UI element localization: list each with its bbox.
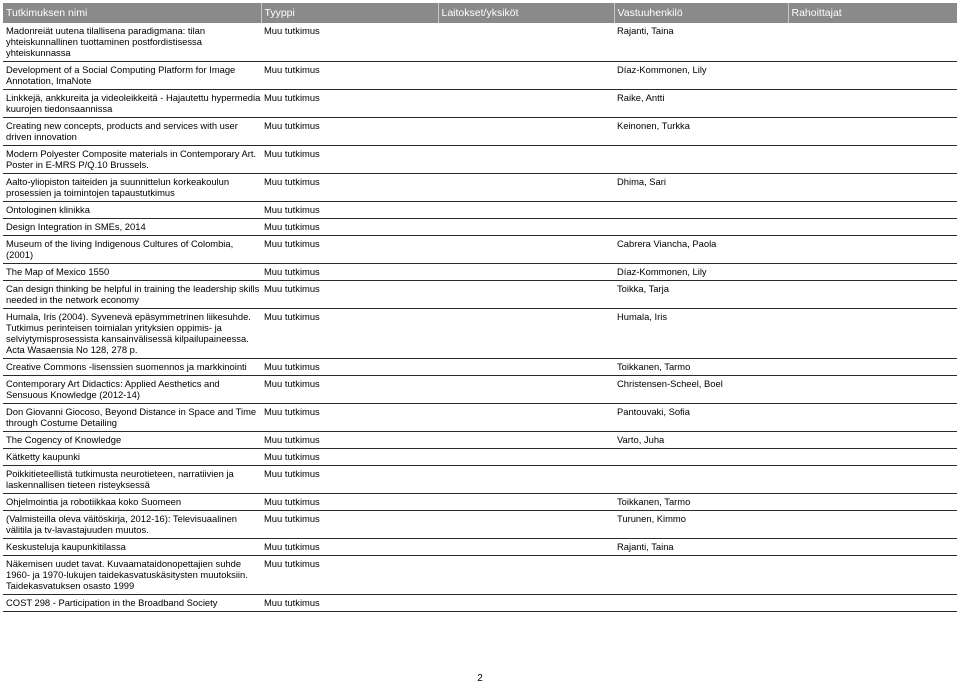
cell-funders <box>788 174 957 202</box>
cell-type: Muu tutkimus <box>261 359 438 376</box>
cell-units <box>438 236 614 264</box>
cell-responsible-person <box>614 449 788 466</box>
cell-funders <box>788 404 957 432</box>
cell-research-name <box>3 309 261 359</box>
cell-funders <box>788 236 957 264</box>
cell-funders <box>788 62 957 90</box>
table-row <box>3 146 957 174</box>
cell-funders <box>788 494 957 511</box>
research-name-line: prosessien ja toimintojen tapaustutkimus <box>6 187 175 198</box>
research-name-line: yhteiskunnassa <box>6 47 71 58</box>
cell-research-name <box>3 376 261 404</box>
cell-funders <box>788 202 957 219</box>
table-row <box>3 449 957 466</box>
cell-responsible-person <box>614 556 788 595</box>
cell-type: Muu tutkimus <box>261 23 438 62</box>
research-name-line: The Map of Mexico 1550 <box>6 266 110 277</box>
research-name-line: Acta Wasaensia No 128, 278 p. <box>6 344 138 355</box>
cell-type: Muu tutkimus <box>261 511 438 539</box>
cell-funders <box>788 309 957 359</box>
cell-research-name <box>3 236 261 264</box>
cell-research-name <box>3 62 261 90</box>
cell-funders <box>788 466 957 494</box>
cell-responsible-person: Díaz-Kommonen, Lily <box>614 264 788 281</box>
table-row <box>3 62 957 90</box>
cell-responsible-person: Toikkanen, Tarmo <box>614 359 788 376</box>
cell-research-name <box>3 146 261 174</box>
table-header-row <box>3 3 957 23</box>
cell-type: Muu tutkimus <box>261 494 438 511</box>
table-row <box>3 174 957 202</box>
table-row <box>3 281 957 309</box>
table-row <box>3 595 957 612</box>
research-name-line: driven innovation <box>6 131 77 142</box>
research-name-line: kuurojen tiedonsaannissa <box>6 103 113 114</box>
cell-responsible-person: Toikka, Tarja <box>614 281 788 309</box>
cell-type: Muu tutkimus <box>261 404 438 432</box>
cell-research-name <box>3 539 261 556</box>
cell-responsible-person <box>614 219 788 236</box>
cell-type: Muu tutkimus <box>261 281 438 309</box>
cell-research-name <box>3 449 261 466</box>
cell-responsible-person: Raike, Antti <box>614 90 788 118</box>
cell-units <box>438 449 614 466</box>
research-name-line: Aalto-yliopiston taiteiden ja suunnittelun korkeakoulun <box>6 176 230 187</box>
cell-responsible-person: Toikkanen, Tarmo <box>614 494 788 511</box>
cell-research-name <box>3 404 261 432</box>
cell-type: Muu tutkimus <box>261 539 438 556</box>
cell-units <box>438 359 614 376</box>
cell-funders <box>788 539 957 556</box>
header-type: Tyyppi <box>261 3 438 23</box>
cell-responsible-person: Keinonen, Turkka <box>614 118 788 146</box>
cell-responsible-person: Varto, Juha <box>614 432 788 449</box>
cell-type: Muu tutkimus <box>261 174 438 202</box>
cell-responsible-person: Rajanti, Taina <box>614 23 788 62</box>
page-number: 2 <box>477 673 483 684</box>
cell-responsible-person: Dhima, Sari <box>614 174 788 202</box>
cell-research-name <box>3 556 261 595</box>
cell-research-name <box>3 281 261 309</box>
research-name-line: Can design thinking be helpful in training the leadership skills <box>6 283 260 294</box>
cell-funders <box>788 432 957 449</box>
cell-units <box>438 404 614 432</box>
cell-responsible-person <box>614 595 788 612</box>
cell-research-name <box>3 595 261 612</box>
cell-funders <box>788 23 957 62</box>
research-name-line: The Cogency of Knowledge <box>6 434 122 445</box>
research-table <box>3 3 957 612</box>
research-name-line: Ohjelmointia ja robotiikkaa koko Suomeen <box>6 496 182 507</box>
research-name-line: Madonreiät uutena tilallisena paradigmana: tilan <box>6 25 206 36</box>
research-name-line: yhteiskunnallinen tuottaminen postfordistisessa <box>6 36 202 47</box>
research-name-line: Creating new concepts, products and services with user <box>6 120 238 131</box>
cell-funders <box>788 511 957 539</box>
table-row <box>3 236 957 264</box>
cell-research-name <box>3 23 261 62</box>
table-row <box>3 466 957 494</box>
table-body <box>3 23 957 612</box>
header-name: Tutkimuksen nimi <box>3 3 261 23</box>
cell-funders <box>788 449 957 466</box>
cell-responsible-person: Díaz-Kommonen, Lily <box>614 62 788 90</box>
cell-type: Muu tutkimus <box>261 309 438 359</box>
cell-type: Muu tutkimus <box>261 595 438 612</box>
cell-units <box>438 202 614 219</box>
research-name-line: Design Integration in SMEs, 2014 <box>6 221 146 232</box>
research-name-line: Keskusteluja kaupunkitilassa <box>6 541 126 552</box>
cell-research-name <box>3 219 261 236</box>
cell-funders <box>788 118 957 146</box>
cell-research-name <box>3 511 261 539</box>
cell-type: Muu tutkimus <box>261 466 438 494</box>
cell-type: Muu tutkimus <box>261 118 438 146</box>
table-row <box>3 494 957 511</box>
research-name-line: selviytymisprosessista kansainvälisessä kilpailupaineessa. <box>6 333 249 344</box>
cell-type: Muu tutkimus <box>261 62 438 90</box>
research-name-line: Poster in E-MRS P/Q.10 Brussels. <box>6 159 149 170</box>
cell-research-name <box>3 202 261 219</box>
cell-research-name <box>3 118 261 146</box>
cell-units <box>438 174 614 202</box>
cell-units <box>438 432 614 449</box>
cell-type: Muu tutkimus <box>261 432 438 449</box>
research-name-line: (2001) <box>6 249 34 260</box>
cell-research-name <box>3 359 261 376</box>
cell-units <box>438 281 614 309</box>
research-name-line: Poikkitieteellistä tutkimusta neurotieteen, narratiivien ja <box>6 468 234 479</box>
table-row <box>3 376 957 404</box>
research-name-line: laskennallisen tieteen risteyksessä <box>6 479 150 490</box>
cell-research-name <box>3 432 261 449</box>
cell-responsible-person: Pantouvaki, Sofia <box>614 404 788 432</box>
table-row <box>3 118 957 146</box>
cell-responsible-person <box>614 202 788 219</box>
cell-type: Muu tutkimus <box>261 376 438 404</box>
cell-type: Muu tutkimus <box>261 236 438 264</box>
cell-units <box>438 556 614 595</box>
cell-units <box>438 494 614 511</box>
cell-responsible-person <box>614 146 788 174</box>
cell-funders <box>788 281 957 309</box>
cell-type: Muu tutkimus <box>261 90 438 118</box>
table-row <box>3 404 957 432</box>
header-person: Vastuuhenkilö <box>614 3 788 23</box>
cell-units <box>438 309 614 359</box>
research-name-line: Kätketty kaupunki <box>6 451 81 462</box>
cell-type: Muu tutkimus <box>261 556 438 595</box>
research-name-line: Don Giovanni Giocoso, Beyond Distance in Space and Time <box>6 406 257 417</box>
table-row <box>3 23 957 62</box>
cell-units <box>438 511 614 539</box>
research-name-line: Sensuous Knowledge (2012-14) <box>6 389 140 400</box>
cell-funders <box>788 90 957 118</box>
cell-research-name <box>3 466 261 494</box>
cell-units <box>438 219 614 236</box>
research-name-line: Creative Commons -lisenssien suomennos ja markkinointi <box>6 361 247 372</box>
document-page <box>3 3 957 612</box>
table-row <box>3 359 957 376</box>
cell-type: Muu tutkimus <box>261 264 438 281</box>
research-name-line: (Valmisteilla oleva väitöskirja, 2012-16): Televisuaalinen <box>6 513 238 524</box>
cell-units <box>438 466 614 494</box>
research-name-line: Development of a Social Computing Platform for Image <box>6 64 236 75</box>
table-row <box>3 264 957 281</box>
research-name-line: 1960- ja 1970-lukujen taidekasvatuskäsitysten muutoksiin. <box>6 569 248 580</box>
research-name-line: Taidekasvatuksen osasto 1999 <box>6 580 135 591</box>
cell-responsible-person: Humala, Iris <box>614 309 788 359</box>
research-name-line: Näkemisen uudet tavat. Kuvaamataidonopettajien suhde <box>6 558 242 569</box>
cell-funders <box>788 264 957 281</box>
cell-type: Muu tutkimus <box>261 449 438 466</box>
cell-type: Muu tutkimus <box>261 219 438 236</box>
cell-units <box>438 146 614 174</box>
cell-responsible-person <box>614 466 788 494</box>
table-row <box>3 556 957 595</box>
cell-responsible-person: Cabrera Viancha, Paola <box>614 236 788 264</box>
cell-funders <box>788 376 957 404</box>
cell-funders <box>788 219 957 236</box>
cell-units <box>438 376 614 404</box>
header-funders: Rahoittajat <box>788 3 957 23</box>
research-name-line: COST 298 - Participation in the Broadband Society <box>6 597 218 608</box>
cell-type: Muu tutkimus <box>261 202 438 219</box>
research-name-line: Museum of the living Indigenous Cultures of Colombia, <box>6 238 234 249</box>
cell-research-name <box>3 174 261 202</box>
cell-research-name <box>3 90 261 118</box>
research-name-line: Linkkejä, ankkureita ja videoleikkeitä - Hajautettu hypermedia <box>6 92 261 103</box>
header-units: Laitokset/yksiköt <box>438 3 614 23</box>
research-name-line: needed in the network economy <box>6 294 139 305</box>
table-row <box>3 90 957 118</box>
cell-responsible-person: Christensen-Scheel, Boel <box>614 376 788 404</box>
research-name-line: Annotation, ImaNote <box>6 75 92 86</box>
cell-units <box>438 264 614 281</box>
research-name-line: Humala, Iris (2004). Syvenevä epäsymmetrinen liikesuhde. <box>6 311 251 322</box>
cell-units <box>438 90 614 118</box>
cell-funders <box>788 146 957 174</box>
table-row <box>3 219 957 236</box>
research-name-line: through Costume Detailing <box>6 417 117 428</box>
cell-responsible-person: Turunen, Kimmo <box>614 511 788 539</box>
cell-units <box>438 23 614 62</box>
cell-funders <box>788 595 957 612</box>
cell-responsible-person: Rajanti, Taina <box>614 539 788 556</box>
table-row <box>3 539 957 556</box>
research-name-line: välitila ja tv-lavastajuuden muutos. <box>6 524 149 535</box>
cell-units <box>438 62 614 90</box>
research-name-line: Contemporary Art Didactics: Applied Aesthetics and <box>6 378 220 389</box>
research-name-line: Modern Polyester Composite materials in Contemporary Art. <box>6 148 257 159</box>
cell-funders <box>788 359 957 376</box>
cell-units <box>438 118 614 146</box>
cell-research-name <box>3 264 261 281</box>
research-name-line: Ontologinen klinikka <box>6 204 90 215</box>
table-row <box>3 432 957 449</box>
cell-type: Muu tutkimus <box>261 146 438 174</box>
research-name-line: Tutkimus perinteisen toimialan yrityksien oppimis- ja <box>6 322 222 333</box>
cell-funders <box>788 556 957 595</box>
table-row <box>3 511 957 539</box>
cell-units <box>438 595 614 612</box>
table-row <box>3 309 957 359</box>
cell-research-name <box>3 494 261 511</box>
cell-units <box>438 539 614 556</box>
table-row <box>3 202 957 219</box>
